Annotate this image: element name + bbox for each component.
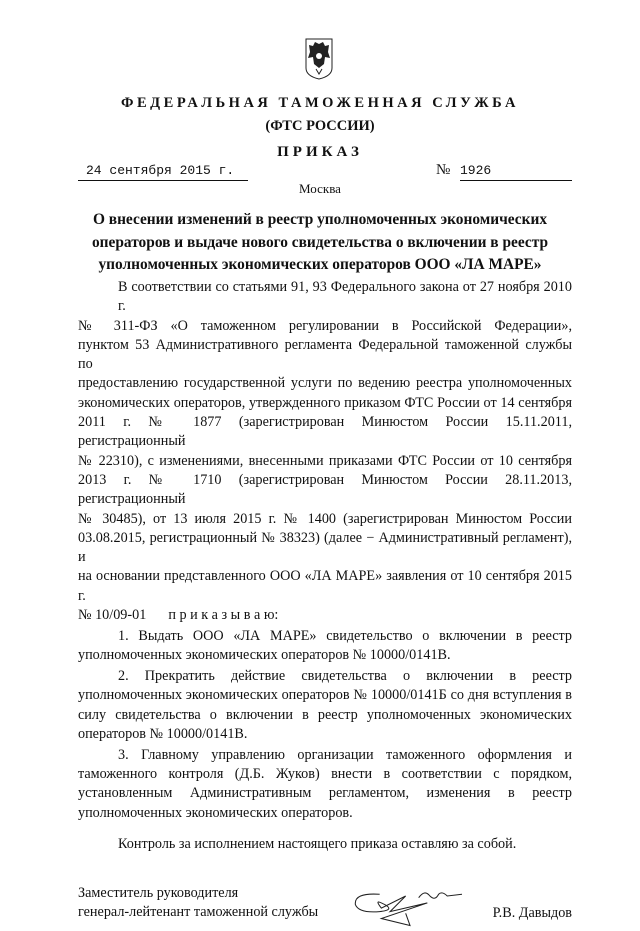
- control-clause: Контроль за исполнением настоящего приказа оставляю за собой.: [118, 835, 517, 852]
- preamble-line: на основании представленного ООО «ЛА МАРЕ» заявления от 10 сентября 2015 г.: [78, 568, 572, 604]
- order-item-3: [78, 746, 572, 823]
- city: Москва: [299, 181, 341, 196]
- title-line: уполномоченных экономических операторов ООО «ЛА МАРЕ»: [98, 256, 542, 273]
- emblem: [305, 38, 333, 80]
- signature-block: [78, 884, 572, 924]
- order-body: [78, 278, 572, 924]
- coat-of-arms-icon: [305, 38, 333, 80]
- doc-type: ПРИКАЗ: [277, 144, 363, 160]
- handwritten-signature: [345, 887, 475, 931]
- agency-short: (ФТС РОССИИ): [265, 118, 375, 134]
- title-line: О внесении изменений в реестр уполномоченных экономических: [92, 211, 548, 228]
- item-line: 3. Главному управлению организации таможенного оформления и: [118, 746, 572, 763]
- item-line: уполномоченных экономических операторов.: [78, 804, 353, 821]
- application-number: № 10/09-01: [78, 607, 147, 624]
- order-date: 24 сентября 2015 г.: [78, 162, 248, 181]
- preamble: [78, 278, 572, 625]
- item-line: таможенного контроля (Д.Б. Жуков) внести в соответствии с порядком,: [78, 765, 572, 782]
- preamble-line: В соответствии со статьями 91, 93 Федерального закона от 27 ноября 2010 г.: [118, 279, 572, 315]
- preamble-line: № 311-ФЗ «О таможенном регулировании в Российской Федерации»,: [78, 317, 572, 334]
- preamble-line: экономических операторов, утвержденного приказом ФТС России от 14 сентября: [78, 394, 572, 411]
- item-line: силу свидетельства о включении в реестр уполномоченных экономических: [78, 706, 572, 723]
- order-word: п р и к а з ы в а ю:: [168, 607, 279, 624]
- item-line: операторов № 10000/0141В.: [78, 725, 248, 742]
- preamble-line: [78, 606, 572, 625]
- signer-position-rank: генерал-лейтенант таможенной службы: [78, 904, 319, 921]
- order-item-2: [78, 667, 572, 744]
- preamble-line: 2013 г. № 1710 (зарегистрирован Минюстом России 28.11.2013, регистрационный: [78, 471, 572, 508]
- item-line: уполномоченных экономических операторов № 10000/0141В.: [78, 647, 451, 664]
- signer-name: Р.В. Давыдов: [492, 905, 572, 922]
- number-sign: №: [436, 162, 451, 178]
- order-item-1: [78, 627, 572, 666]
- preamble-line: предоставлению государственной услуги по ведению реестра уполномоченных: [78, 375, 572, 392]
- item-line: 1. Выдать ООО «ЛА МАРЕ» свидетельство о включении в реестр: [118, 627, 572, 644]
- agency-name: ФЕДЕРАЛЬНАЯ ТАМОЖЕННАЯ СЛУЖБА: [121, 95, 519, 111]
- preamble-line: № 30485), от 13 июля 2015 г. № 1400 (зарегистрирован Минюстом России: [78, 510, 572, 527]
- item-line: уполномоченных экономических операторов № 10000/0141Б со дня вступления в: [78, 687, 572, 704]
- item-line: 2. Прекратить действие свидетельства о включении в реестр: [118, 667, 572, 684]
- preamble-line: 03.08.2015, регистрационный № 38323) (далее − Административный регламент), и: [78, 529, 572, 566]
- title-line: операторов и выдаче нового свидетельства о включении в реестр: [91, 234, 549, 251]
- signer-position: Заместитель руководителя: [78, 885, 239, 902]
- item-line: установленным Административным регламентом, изменения в реестр: [78, 785, 572, 802]
- preamble-line: пунктом 53 Административного регламента Федеральной таможенной службы по: [78, 336, 572, 373]
- preamble-line: № 22310), с изменениями, внесенными приказами ФТС России от 10 сентября: [78, 452, 572, 469]
- preamble-line: 2011 г. № 1877 (зарегистрирован Минюстом России 15.11.2011, регистрационный: [78, 414, 572, 450]
- order-number: 1926: [460, 162, 572, 181]
